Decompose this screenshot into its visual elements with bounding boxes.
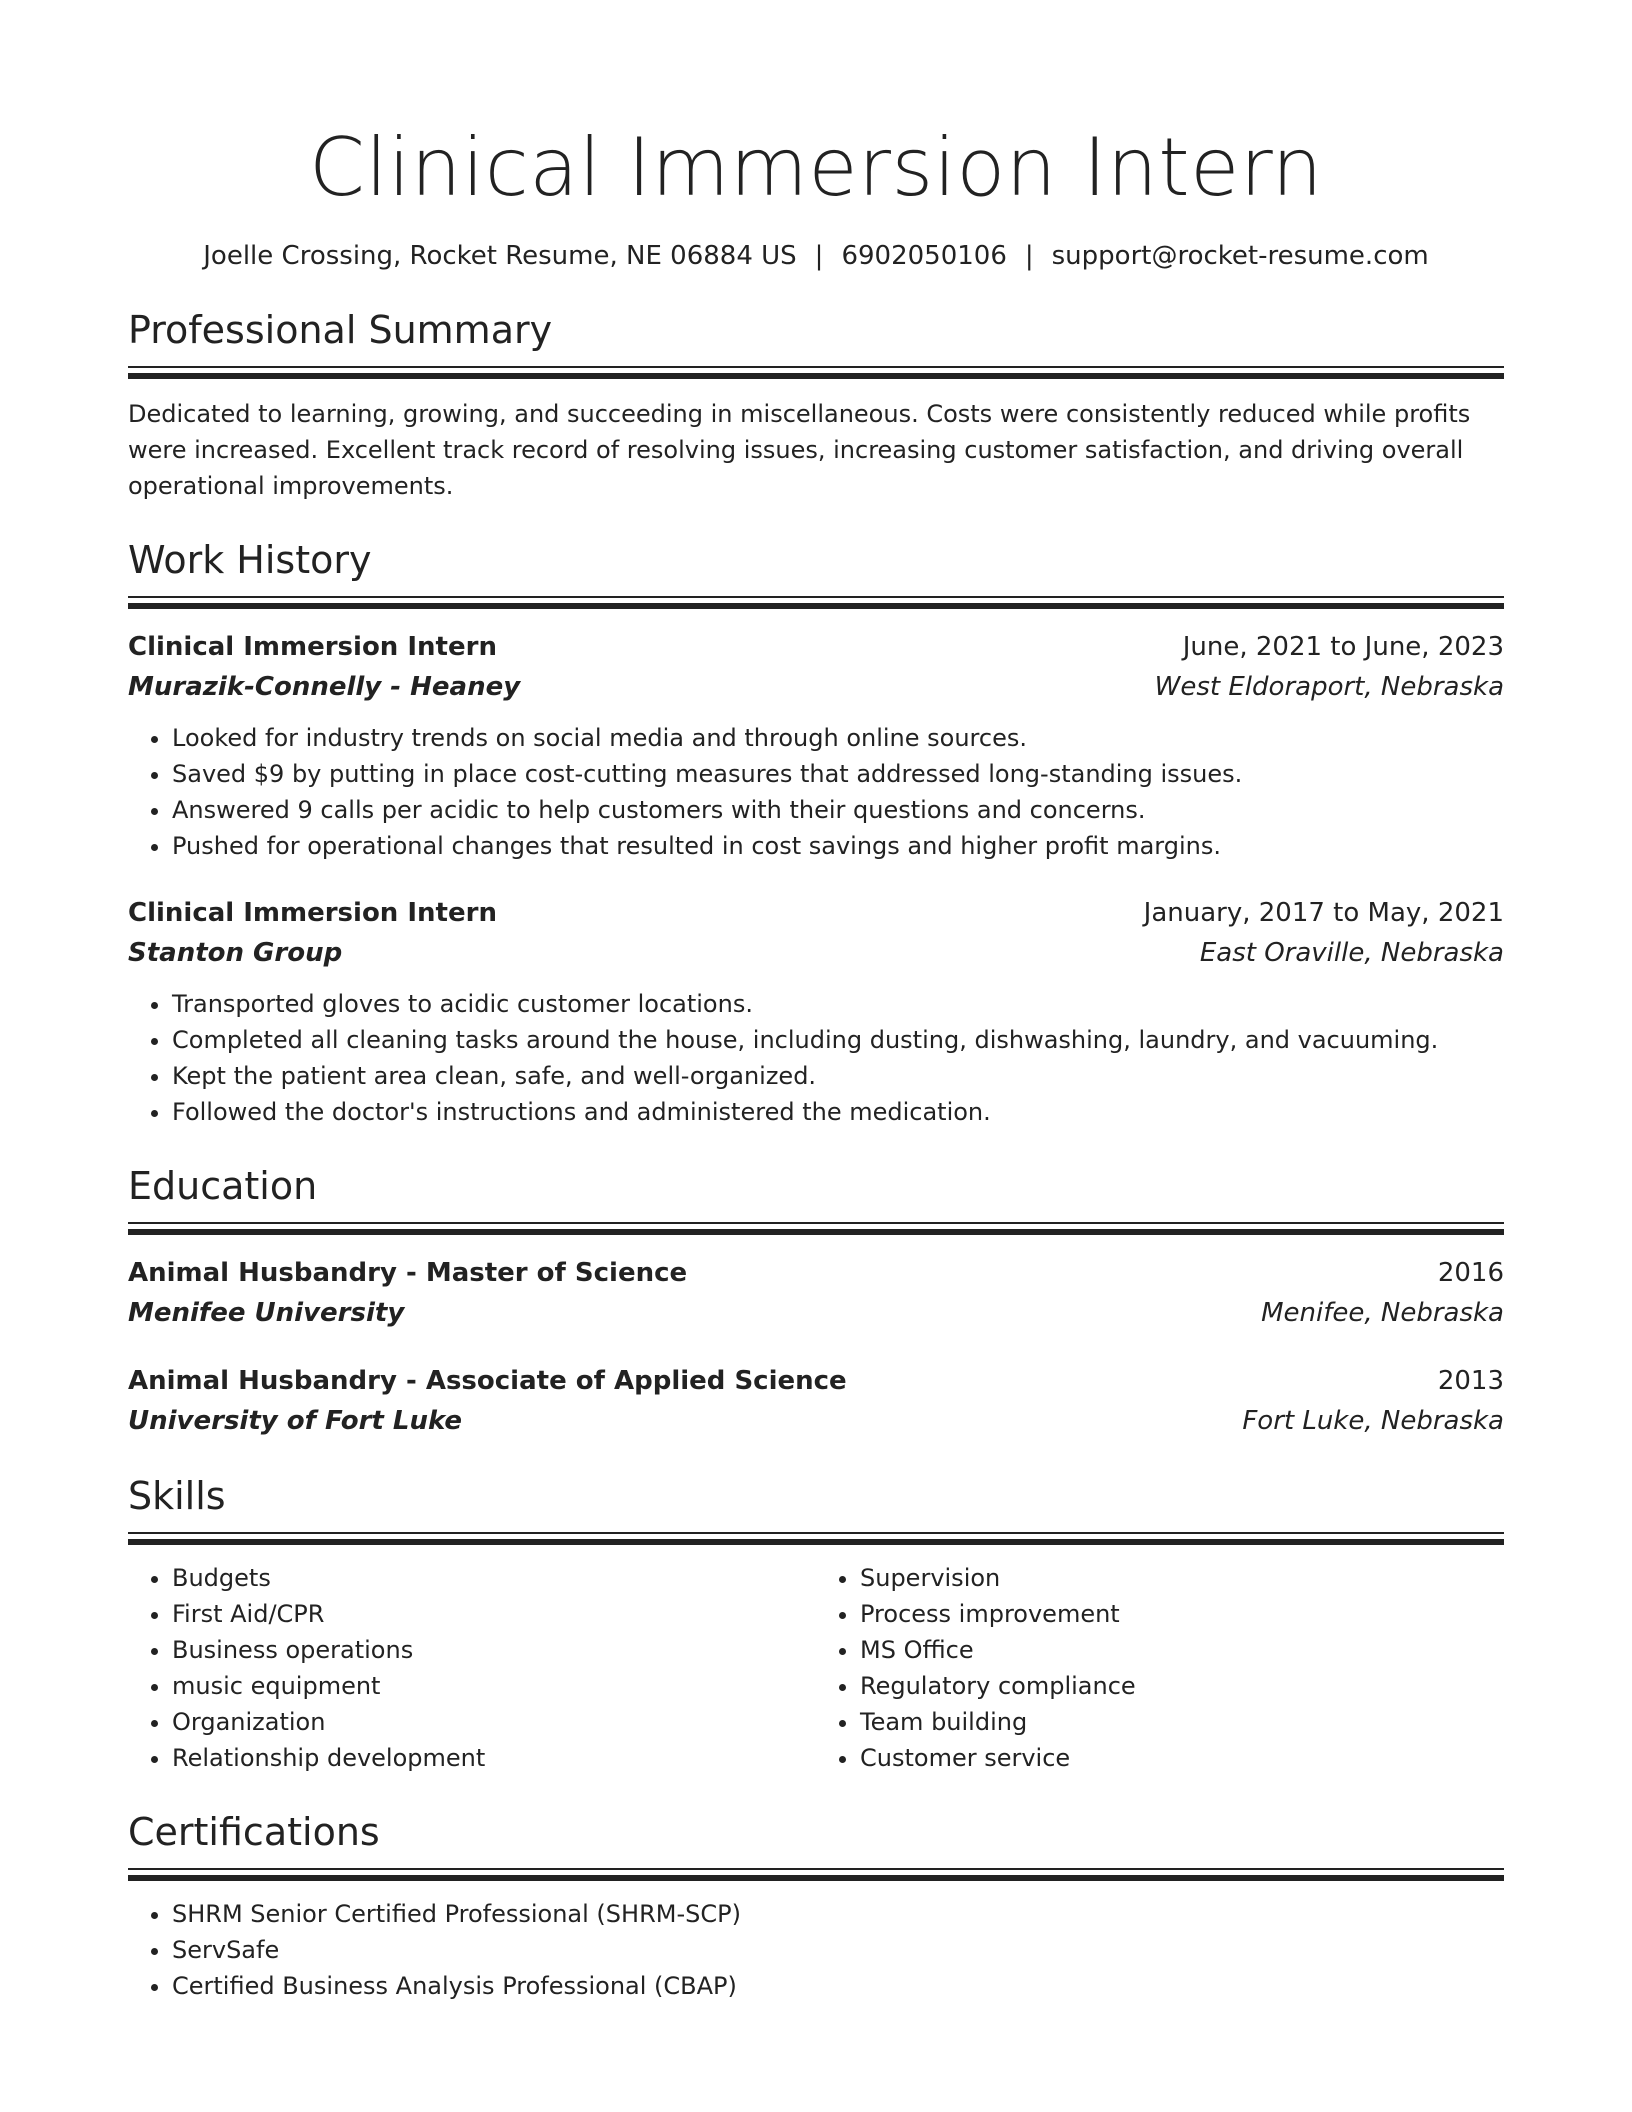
education-entry [128, 1254, 1504, 1332]
contact-email: support@rocket-resume.com [1051, 241, 1429, 271]
job-bullet: • Pushed for operational changes that resulted in cost savings and higher profit margins. [172, 828, 1504, 864]
job-location: East Oraville, Nebraska [1199, 938, 1504, 968]
skills-columns [128, 1560, 1504, 1776]
skill-item: • Regulatory compliance [860, 1668, 1504, 1704]
work-history-section [128, 536, 1504, 1130]
job-bullet: • Completed all cleaning tasks around the house, including dusting, dishwashing, laundry, and vacuuming. [172, 1022, 1504, 1058]
certification-item: • Certified Business Analysis Professional (CBAP) [172, 1968, 1504, 2004]
job-company-row [128, 934, 1504, 972]
job-entry [128, 628, 1504, 864]
contact-address: Joelle Crossing, Rocket Resume, NE 06884 US [203, 241, 797, 271]
job-title: Clinical Immersion Intern [128, 632, 497, 662]
education-location: Fort Luke, Nebraska [1242, 1406, 1504, 1436]
job-company: Murazik-Connelly - Heaney [128, 672, 521, 702]
skills-section [128, 1472, 1504, 1776]
skill-item: • Relationship development [172, 1740, 816, 1776]
section-heading: Work History [128, 538, 372, 582]
education-entry [128, 1362, 1504, 1440]
certification-item: • SHRM Senior Certified Professional (SHRM-SCP) [172, 1896, 1504, 1932]
certifications-section [128, 1808, 1504, 2004]
skill-item: • First Aid/CPR [172, 1596, 816, 1632]
education-location: Menifee, Nebraska [1261, 1298, 1504, 1328]
job-bullet: • Looked for industry trends on social media and through online sources. [172, 720, 1504, 756]
job-bullet: • Kept the patient area clean, safe, and well-organized. [172, 1058, 1504, 1094]
education-school: University of Fort Luke [128, 1406, 462, 1436]
section-heading: Certifications [128, 1810, 380, 1854]
job-bullet: • Saved $9 by putting in place cost-cutting measures that addressed long-standing issues. [172, 756, 1504, 792]
skill-item: • music equipment [172, 1668, 816, 1704]
section-heading: Education [128, 1164, 318, 1208]
certification-item: • ServSafe [172, 1932, 1504, 1968]
job-header-row [128, 894, 1504, 932]
skills-left-list [128, 1560, 816, 1776]
contact-phone: 6902050106 [841, 241, 1007, 271]
job-title: Clinical Immersion Intern [128, 898, 497, 928]
section-divider [128, 1222, 1504, 1236]
skill-item: • Customer service [860, 1740, 1504, 1776]
education-year: 2016 [1437, 1258, 1504, 1288]
education-degree: Animal Husbandry - Associate of Applied Science [128, 1366, 847, 1396]
skill-item: • Team building [860, 1704, 1504, 1740]
education-school-row [128, 1402, 1504, 1440]
job-dates: June, 2021 to June, 2023 [1182, 632, 1504, 662]
section-divider [128, 1868, 1504, 1882]
resume-title: Clinical Immersion Intern [308, 121, 1324, 214]
section-heading: Professional Summary [128, 308, 553, 352]
education-year: 2013 [1437, 1366, 1504, 1396]
section-divider [128, 596, 1504, 610]
job-dates: January, 2017 to May, 2021 [1143, 898, 1504, 928]
job-company: Stanton Group [128, 938, 343, 968]
section-divider [128, 1532, 1504, 1546]
summary-text: Dedicated to learning, growing, and succeeding in miscellaneous. Costs were consistently reduced while profits were increased. Excellent track record of resolving issues, increasing customer satisfaction, and driving overall operational improvements. [128, 400, 1471, 500]
job-bullet: • Transported gloves to acidic customer locations. [172, 986, 1504, 1022]
education-header-row [128, 1362, 1504, 1400]
contact-separator: | [1024, 241, 1034, 271]
job-header-row [128, 628, 1504, 666]
skills-right-list [816, 1560, 1504, 1776]
education-school-row [128, 1294, 1504, 1332]
job-bullet: • Followed the doctor's instructions and administered the medication. [172, 1094, 1504, 1130]
contact-separator: | [814, 241, 824, 271]
summary-section [128, 306, 1504, 504]
skill-item: • Supervision [860, 1560, 1504, 1596]
job-bullet: • Answered 9 calls per acidic to help customers with their questions and concerns. [172, 792, 1504, 828]
job-bullets [128, 986, 1504, 1130]
education-header-row [128, 1254, 1504, 1292]
skill-item: • MS Office [860, 1632, 1504, 1668]
section-heading: Skills [128, 1474, 226, 1518]
education-school: Menifee University [128, 1298, 405, 1328]
job-bullets [128, 720, 1504, 864]
skill-item: • Process improvement [860, 1596, 1504, 1632]
certifications-list [128, 1896, 1504, 2004]
skill-item: • Business operations [172, 1632, 816, 1668]
skill-item: • Budgets [172, 1560, 816, 1596]
skill-item: • Organization [172, 1704, 816, 1740]
contact-line [128, 238, 1504, 274]
job-entry [128, 894, 1504, 1130]
job-company-row [128, 668, 1504, 706]
education-section [128, 1162, 1504, 1440]
job-location: West Eldoraport, Nebraska [1154, 672, 1504, 702]
education-degree: Animal Husbandry - Master of Science [128, 1258, 688, 1288]
section-divider [128, 366, 1504, 380]
